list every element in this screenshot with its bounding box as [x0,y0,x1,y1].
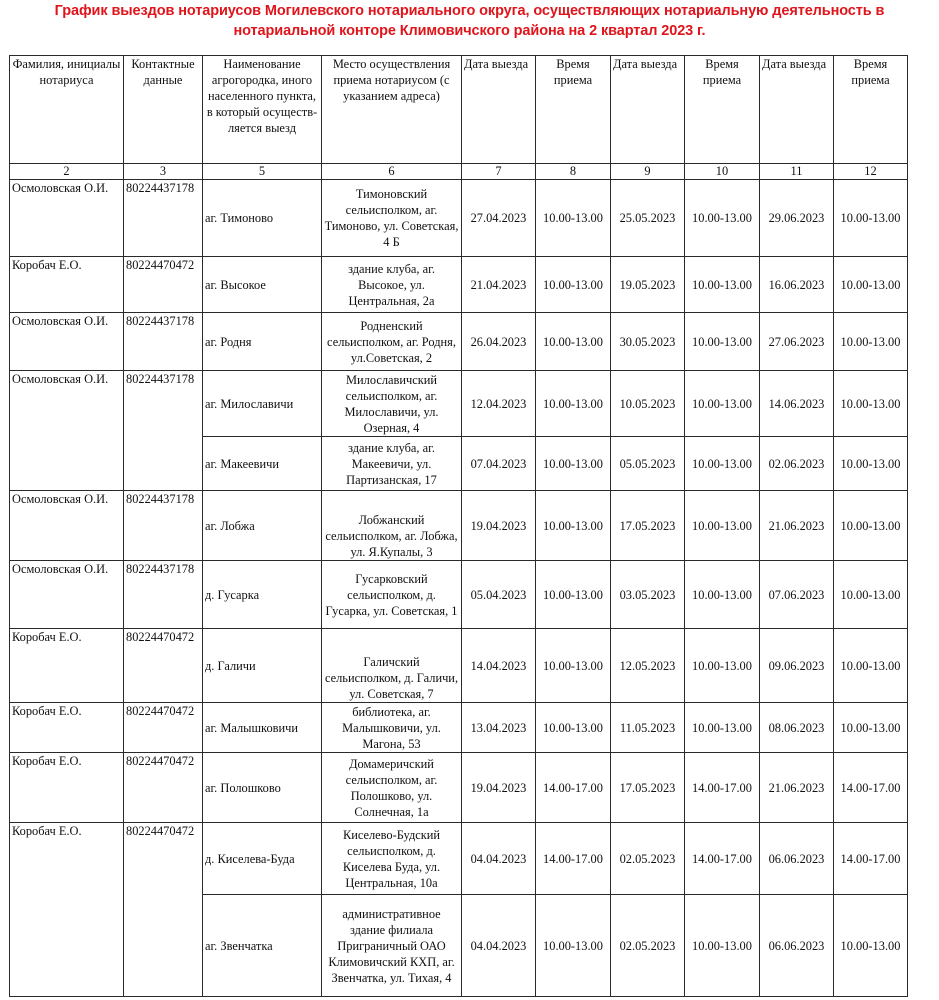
title-line-2: нотариальной конторе Климовичского района на 2 квартал 2023 г. [233,23,706,39]
reception-place: Домамеричский сельисполком, аг. Полошково, ул. Солнечная, 1а [322,753,462,823]
visit-date-3: 21.06.2023 [760,491,834,561]
header-contacts: Контактные данные [124,56,203,164]
reception-time-1: 10.00-13.00 [536,561,611,629]
settlement: д. Гусарка [203,561,322,629]
settlement: аг. Милославичи [203,371,322,437]
column-numbers-row [10,164,908,180]
reception-place: здание клуба, аг. Макеевичи, ул. Партизанская, 17 [322,437,462,491]
reception-time-1: 10.00-13.00 [536,491,611,561]
reception-place: Гусарковский сельисполком, д. Гусарка, ул. Советская, 1 [322,561,462,629]
reception-time-1: 14.00-17.00 [536,753,611,823]
column-number: 5 [203,164,322,180]
settlement: аг. Полошково [203,753,322,823]
column-number: 3 [124,164,203,180]
reception-place: Лобжанский сельисполком, аг. Лобжа, ул. Я.Купалы, 3 [322,491,462,561]
reception-time-2: 14.00-17.00 [685,753,760,823]
visit-date-3: 16.06.2023 [760,257,834,313]
column-number: 2 [10,164,124,180]
visit-date-3: 07.06.2023 [760,561,834,629]
column-number: 12 [834,164,908,180]
reception-time-2: 10.00-13.00 [685,180,760,257]
notary-schedule-table [9,55,908,997]
reception-time-3: 10.00-13.00 [834,257,908,313]
reception-time-3: 10.00-13.00 [834,371,908,437]
visit-date-1: 19.04.2023 [462,753,536,823]
reception-place: Тимоновский сельисполком, аг. Тимоново, ул. Советская, 4 Б [322,180,462,257]
reception-time-2: 10.00-13.00 [685,371,760,437]
reception-time-2: 10.00-13.00 [685,313,760,371]
reception-time-2: 10.00-13.00 [685,437,760,491]
phone-number: 80224437178 [124,491,203,561]
table-row [10,371,908,437]
phone-number: 80224470472 [124,703,203,753]
notary-name: Коробач Е.О. [10,257,124,313]
reception-time-2: 10.00-13.00 [685,895,760,997]
header-date-1: Дата выезда [462,56,536,164]
visit-date-2: 11.05.2023 [611,703,685,753]
reception-time-2: 10.00-13.00 [685,703,760,753]
phone-number: 80224470472 [124,753,203,823]
reception-time-3: 10.00-13.00 [834,561,908,629]
header-time-3: Время приема [834,56,908,164]
reception-place: административное здание филиала Приграничный ОАО Климовичский КХП, аг. Звенчатка, ул. Тихая, 4 [322,895,462,997]
reception-time-3: 10.00-13.00 [834,895,908,997]
notary-name: Коробач Е.О. [10,823,124,997]
visit-date-2: 02.05.2023 [611,895,685,997]
header-time-2: Время приема [685,56,760,164]
phone-number: 80224470472 [124,823,203,997]
visit-date-3: 02.06.2023 [760,437,834,491]
table-row [10,753,908,823]
reception-time-1: 10.00-13.00 [536,257,611,313]
reception-time-1: 10.00-13.00 [536,703,611,753]
visit-date-2: 02.05.2023 [611,823,685,895]
reception-time-2: 10.00-13.00 [685,491,760,561]
visit-date-2: 05.05.2023 [611,437,685,491]
visit-date-1: 05.04.2023 [462,561,536,629]
table-row [10,703,908,753]
phone-number: 80224437178 [124,371,203,491]
header-row [10,56,908,164]
reception-place: Милославичский сельисполком, аг. Милославичи, ул. Озерная, 4 [322,371,462,437]
visit-date-2: 30.05.2023 [611,313,685,371]
reception-time-2: 10.00-13.00 [685,629,760,703]
settlement: аг. Тимоново [203,180,322,257]
visit-date-2: 17.05.2023 [611,491,685,561]
visit-date-1: 07.04.2023 [462,437,536,491]
visit-date-2: 17.05.2023 [611,753,685,823]
reception-time-1: 10.00-13.00 [536,437,611,491]
header-place: Место осуществления приема нотариусом (с указанием адреса) [322,56,462,164]
phone-number: 80224470472 [124,257,203,313]
notary-name: Осмоловская О.И. [10,371,124,491]
visit-date-2: 10.05.2023 [611,371,685,437]
visit-date-1: 04.04.2023 [462,823,536,895]
visit-date-3: 14.06.2023 [760,371,834,437]
reception-place: здание клуба, аг. Высокое, ул. Центральная, 2а [322,257,462,313]
reception-time-3: 10.00-13.00 [834,703,908,753]
reception-time-1: 10.00-13.00 [536,371,611,437]
notary-name: Коробач Е.О. [10,703,124,753]
phone-number: 80224470472 [124,629,203,703]
visit-date-1: 12.04.2023 [462,371,536,437]
settlement: аг. Лобжа [203,491,322,561]
visit-date-2: 19.05.2023 [611,257,685,313]
phone-number: 80224437178 [124,561,203,629]
visit-date-1: 21.04.2023 [462,257,536,313]
reception-time-3: 14.00-17.00 [834,753,908,823]
visit-date-2: 03.05.2023 [611,561,685,629]
visit-date-3: 06.06.2023 [760,895,834,997]
reception-time-1: 10.00-13.00 [536,895,611,997]
visit-date-3: 27.06.2023 [760,313,834,371]
reception-place: Родненский сельисполком, аг. Родня, ул.Советская, 2 [322,313,462,371]
table-row [10,180,908,257]
visit-date-2: 12.05.2023 [611,629,685,703]
settlement: аг. Звенчатка [203,895,322,997]
visit-date-1: 04.04.2023 [462,895,536,997]
settlement: аг. Макеевичи [203,437,322,491]
header-date-3: Дата выезда [760,56,834,164]
header-settlement: Наименование агрогородка, иного населенного пункта, в который осуществ-ляется выезд [203,56,322,164]
phone-number: 80224437178 [124,313,203,371]
reception-time-3: 14.00-17.00 [834,823,908,895]
reception-time-2: 14.00-17.00 [685,823,760,895]
settlement: д. Галичи [203,629,322,703]
reception-time-1: 10.00-13.00 [536,629,611,703]
settlement: аг. Родня [203,313,322,371]
reception-time-1: 14.00-17.00 [536,823,611,895]
column-number: 9 [611,164,685,180]
settlement: д. Киселева-Буда [203,823,322,895]
reception-time-3: 10.00-13.00 [834,313,908,371]
table-row [10,257,908,313]
visit-date-2: 25.05.2023 [611,180,685,257]
reception-time-3: 10.00-13.00 [834,437,908,491]
reception-time-1: 10.00-13.00 [536,180,611,257]
header-time-1: Время приема [536,56,611,164]
column-number: 11 [760,164,834,180]
notary-name: Коробач Е.О. [10,753,124,823]
table-row [10,629,908,703]
notary-name: Осмоловская О.И. [10,180,124,257]
visit-date-3: 06.06.2023 [760,823,834,895]
visit-date-3: 08.06.2023 [760,703,834,753]
column-number: 7 [462,164,536,180]
reception-time-2: 10.00-13.00 [685,561,760,629]
reception-time-3: 10.00-13.00 [834,629,908,703]
reception-place: Галичский сельисполком, д. Галичи, ул. Советская, 7 [322,629,462,703]
visit-date-1: 27.04.2023 [462,180,536,257]
notary-name: Осмоловская О.И. [10,313,124,371]
visit-date-3: 21.06.2023 [760,753,834,823]
visit-date-1: 19.04.2023 [462,491,536,561]
column-number: 6 [322,164,462,180]
column-number: 8 [536,164,611,180]
reception-time-1: 10.00-13.00 [536,313,611,371]
header-date-2: Дата выезда [611,56,685,164]
header-notary: Фамилия, инициалы нотариуса [10,56,124,164]
phone-number: 80224437178 [124,180,203,257]
column-number: 10 [685,164,760,180]
reception-place: библиотека, аг. Малышковичи, ул. Магона, 53 [322,703,462,753]
table-row [10,561,908,629]
title-line-1: График выездов нотариусов Могилевского нотариального округа, осуществляющих нотариальную деятельность в [54,3,885,19]
visit-date-3: 29.06.2023 [760,180,834,257]
settlement: аг. Высокое [203,257,322,313]
reception-place: Киселево-Будский сельисполком, д. Киселева Буда, ул. Центральная, 10а [322,823,462,895]
table-row [10,313,908,371]
table-row [10,823,908,895]
table-row [10,491,908,561]
visit-date-1: 13.04.2023 [462,703,536,753]
notary-name: Осмоловская О.И. [10,491,124,561]
reception-time-2: 10.00-13.00 [685,257,760,313]
visit-date-3: 09.06.2023 [760,629,834,703]
visit-date-1: 14.04.2023 [462,629,536,703]
visit-date-1: 26.04.2023 [462,313,536,371]
notary-name: Осмоловская О.И. [10,561,124,629]
reception-time-3: 10.00-13.00 [834,180,908,257]
reception-time-3: 10.00-13.00 [834,491,908,561]
settlement: аг. Малышковичи [203,703,322,753]
notary-name: Коробач Е.О. [10,629,124,703]
document-title [0,0,939,41]
